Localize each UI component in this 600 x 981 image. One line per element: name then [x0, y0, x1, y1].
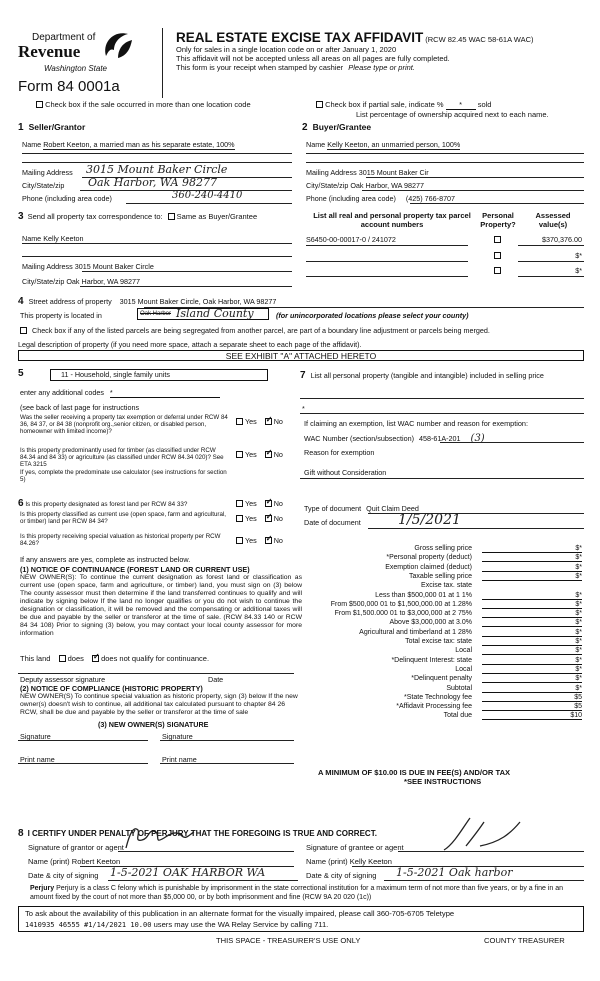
- sec6-q2-answer: Yes ✓ No: [236, 514, 283, 523]
- fee-value[interactable]: $5: [482, 703, 582, 711]
- section5-num: 5: [18, 368, 24, 379]
- grantee-sig-label: Signature of grantee or agent: [306, 843, 404, 852]
- multi-location-check[interactable]: Check box if the sale occurred in more than one location code: [36, 100, 251, 109]
- logo-revenue-text: Revenue: [18, 42, 81, 61]
- fee-label: Total excise tax: state: [405, 638, 472, 645]
- land-qualify-row: This land does ✓ does not qualify for continuance.: [20, 654, 209, 663]
- fee-label: *Delinquent Interest: state: [391, 656, 472, 664]
- fee-row: [305, 582, 582, 591]
- fee-label: *Delinquent penalty: [411, 675, 472, 683]
- grantee-signature[interactable]: [440, 816, 550, 854]
- reason-label: Reason for exemption: [304, 448, 375, 457]
- doc-date-field[interactable]: 1/5/2021: [398, 512, 461, 528]
- fee-value[interactable]: $*: [482, 629, 582, 637]
- relay-row: 1410935 46555 #1/14/2021 10.00 users may use the WA Relay Service by calling 711.: [25, 920, 329, 929]
- fee-label: Taxable selling price: [408, 572, 472, 580]
- corr-name-field[interactable]: Kelly Keeton: [43, 234, 84, 243]
- fee-label: *Personal property (deduct): [386, 554, 472, 562]
- form-title: REAL ESTATE EXCISE TAX AFFIDAVIT: [176, 30, 424, 45]
- fee-row: [305, 610, 582, 619]
- fee-row: [305, 675, 582, 684]
- located-in-row: This property is located in: [20, 311, 102, 320]
- parcel-number[interactable]: S6450-00-00017-0 / 241072: [306, 235, 396, 244]
- seller-city-label: City/State/zip: [22, 181, 65, 190]
- fee-label: Exemption claimed (deduct): [385, 563, 472, 571]
- fee-label: From $1,500.000 01 to $3,000,000 at 2 75%: [334, 610, 472, 618]
- fee-row: [305, 666, 582, 675]
- fee-label: Subtotal: [446, 684, 472, 692]
- seller-mailing-label: Mailing Address: [22, 168, 73, 177]
- sec6-q1-no-checkbox[interactable]: [265, 500, 272, 507]
- legal-description-label: Legal description of property (if you need more space, attach a separate sheet to each page of the affidavit).: [18, 340, 362, 349]
- fee-label: Agricultural and timberland at 1 28%: [359, 628, 472, 636]
- header-note-1: Only for sales in a single location code on or after January 1, 2020: [176, 45, 397, 54]
- header-note-2: This affidavit will not be accepted unless all areas on all pages are fully completed.: [176, 54, 450, 63]
- doc-type-field[interactable]: Quit Claim Deed: [366, 504, 419, 513]
- fee-label: Local: [455, 665, 472, 673]
- located-in-box[interactable]: [137, 308, 269, 320]
- sec6-q2-no-checkbox[interactable]: [265, 515, 272, 522]
- seller-heading: 1 Seller/Grantor: [18, 122, 86, 133]
- fee-label: Excise tax. state: [421, 582, 472, 590]
- fee-label: Less than $500,000 01 at 1 1%: [375, 591, 472, 599]
- sec5-q2-yes-checkbox[interactable]: [236, 451, 243, 458]
- personal-property-field[interactable]: *: [302, 404, 305, 413]
- sec6-intro: If any answers are yes, complete as instructed below.: [20, 555, 191, 564]
- form-title-ref: (RCW 82.45 WAC 58-61A WAC): [425, 35, 534, 44]
- buyer-heading: 2 Buyer/Grantee: [302, 122, 372, 133]
- grantee-date-field[interactable]: 1-5-2021 Oak harbor: [396, 866, 513, 879]
- grantor-name-row: Name (print) Robert Keeton: [28, 857, 121, 866]
- grantee-name-row: Name (print) Kelly Keeton: [306, 857, 392, 866]
- exhibit-text: SEE EXHIBIT "A" ATTACHED HERETO: [225, 351, 377, 361]
- personal-property-checkbox[interactable]: [494, 267, 501, 274]
- perjury-notice: Perjury Perjury is a class C felony which is punishable by imprisonment in the state correctional institution for a maximum term of not more than five years, or by a fine in an amount fixed by the court of not more than $5,000 00, or by both imprisonment and fine (RCW 9A 20 020 (1c)): [30, 885, 564, 901]
- doc-type-row: Type of document Quit Claim Deed: [304, 504, 419, 513]
- corr-mailing-field[interactable]: 3015 Mount Baker Circle: [74, 262, 154, 271]
- buyer-city-field[interactable]: Oak Harbor, WA 98277: [350, 181, 424, 190]
- fee-row: [305, 619, 582, 628]
- partial-note: List percentage of ownership acquired next to each name.: [356, 110, 549, 119]
- fee-value[interactable]: $*: [482, 554, 582, 562]
- sec5-q2: Is this property predominantly used for timber (as classified under RCW 84.34 and 84 33) or agriculture (as classified under RCW 84.34 020)? See ETA 3215: [20, 447, 224, 469]
- owner-signature-2[interactable]: Signature: [162, 732, 193, 741]
- fee-row: [305, 592, 582, 601]
- sec6-q3: Is this property receiving special valuation as historical property per RCW 84.26?: [20, 533, 221, 548]
- fee-value[interactable]: $*: [482, 638, 582, 646]
- fee-value[interactable]: $*: [482, 610, 582, 618]
- fee-value[interactable]: $10: [482, 712, 582, 720]
- fee-value[interactable]: $*: [482, 685, 582, 693]
- deputy-date-label: Date: [208, 675, 224, 684]
- certify-row: 8 I CERTIFY UNDER PENALTY OF PERJURY THAT THE FOREGOING IS TRUE AND CORRECT.: [18, 828, 377, 839]
- sec5-q2-no-checkbox[interactable]: [265, 451, 272, 458]
- buyer-name-field[interactable]: Kelly Keeton, an unmarried person, 100%: [327, 140, 461, 149]
- see-list-note: (see back of last page for instructions: [20, 403, 140, 412]
- fee-value[interactable]: $*: [482, 601, 582, 609]
- fee-value[interactable]: $*: [482, 573, 582, 581]
- owner-print-name-1[interactable]: Print name: [20, 755, 55, 764]
- sec6-q1-row: 6 Is this property designated as forest land per RCW 84 33?: [18, 498, 188, 509]
- assessed-value[interactable]: $*: [575, 251, 582, 260]
- logo-state-text: Washington State: [44, 64, 108, 73]
- fee-value[interactable]: $*: [482, 657, 582, 665]
- buyer-phone-field[interactable]: (425) 766-8707: [405, 194, 456, 203]
- fee-row: [305, 554, 582, 563]
- grantor-date-field[interactable]: 1-5-2021 OAK HARBOR WA: [110, 866, 266, 879]
- additional-codes-field[interactable]: *: [110, 388, 220, 398]
- fee-row: [305, 647, 582, 656]
- recording-stamp: 1410935 46555 #1/14/2021 10.00: [25, 921, 152, 929]
- seller-phone-field[interactable]: 360-240-4410: [172, 190, 243, 201]
- buyer-mailing-field[interactable]: 3015 Mount Baker Cir: [358, 168, 429, 177]
- owner-print-name-2[interactable]: Print name: [162, 755, 197, 764]
- revenue-logo: [14, 28, 144, 78]
- form-number: Form 84 0001a: [18, 78, 120, 95]
- fee-label: *State Technology fee: [404, 693, 472, 701]
- fee-row: [305, 703, 582, 712]
- fee-value[interactable]: $*: [482, 545, 582, 553]
- fee-row: [305, 564, 582, 573]
- seller-name-field[interactable]: Robert Keeton, a married man as his separate estate, 100%: [43, 140, 235, 149]
- continuance-body: NEW OWNER(S): To continue the current designation as forest land or classification as current use (open space, farm and agriculture, or timber) land, you must sign on (3) below The county assessor must then determine if the land transferred continues to qualify and will indicate by signing below If the land no longer qualifies or you do not wish to continue the designation or classification, it will be removed and the compensating or additional taxes will be due and payable by the seller or transferor at the time of sale. (RCW 84.33 140 or RCW 84 34 108) Prior to signing (3) below, you may contact your local county assessor for more information: [20, 574, 302, 637]
- seller-mailing-field[interactable]: 3015 Mount Baker Circle: [86, 163, 228, 176]
- located-note: (for unincorporated locations please select your county): [276, 311, 469, 320]
- grantor-sig-label: Signature of grantor or agent: [28, 843, 124, 852]
- sec6-q3-yes-checkbox[interactable]: [236, 537, 243, 544]
- compliance-body: NEW OWNER(S) To continue special valuation as historic property, sign (3) below If the new owner(s) doesn't wish to continue, all additional tax calculated pursuant to chapter 84 26 RCW, shall be due and payable by the seller or transferor at the time of sale: [20, 693, 298, 716]
- legal-description-box[interactable]: [18, 350, 584, 361]
- grantee-name-field[interactable]: Kelly Keeton: [349, 857, 392, 866]
- fee-value[interactable]: $*: [482, 647, 582, 655]
- same-as-buyer-checkbox[interactable]: [168, 213, 175, 220]
- buyer-name-row: Name Kelly Keeton, an unmarried person, 100%: [306, 140, 461, 149]
- use-code-box[interactable]: 11 - Household, single family units: [50, 369, 268, 381]
- assessed-value[interactable]: $*: [575, 266, 582, 275]
- exemption-label: If claiming an exemption, list WAC number and reason for exemption:: [304, 419, 529, 428]
- assessed-value[interactable]: $370,376.00: [542, 235, 582, 244]
- corr-city-field[interactable]: Oak Harbor, WA 98277: [66, 277, 140, 286]
- personal-property-checkbox[interactable]: [494, 236, 501, 243]
- parcel-row-2: [306, 251, 584, 261]
- grantee-date-label: Date & city of signing: [306, 871, 377, 880]
- parcel-row-3: [306, 266, 584, 276]
- owner-signature-1[interactable]: Signature: [20, 732, 51, 741]
- fee-label: Local: [455, 647, 472, 655]
- parcel-row-1: [306, 235, 584, 245]
- sec5-q1-yes-checkbox[interactable]: [236, 418, 243, 425]
- fee-value[interactable]: $*: [482, 666, 582, 674]
- sec5-q1-no-checkbox[interactable]: [265, 418, 272, 425]
- wac-subsection[interactable]: (3): [470, 433, 485, 444]
- treasurer-use-label: THIS SPACE - TREASURER'S USE ONLY: [216, 936, 361, 945]
- fee-value[interactable]: $*: [482, 592, 582, 600]
- fee-label: From $500,000 01 to $1,500,000.00 at 1.28%: [330, 600, 472, 608]
- revenue-swirl-icon: [100, 28, 134, 62]
- fee-value[interactable]: $*: [482, 675, 582, 683]
- header-note-3: This form is your receipt when stamped by cashier Please type or print.: [176, 63, 415, 72]
- seller-city-field[interactable]: Oak Harbor, WA 98277: [88, 176, 218, 189]
- compliance-title: (2) NOTICE OF COMPLIANCE (HISTORIC PROPERTY): [20, 684, 203, 693]
- grantor-name-field[interactable]: Robert Keeton: [71, 857, 121, 866]
- fee-row: [305, 685, 582, 694]
- fee-row: [305, 638, 582, 647]
- new-owner-sig-title: (3) NEW OWNER(S) SIGNATURE: [98, 720, 209, 729]
- sec6-q2: Is this property classified as current use (open space, farm and agricultural, or timber) land per RCW 84 34?: [20, 511, 227, 526]
- sec6-q3-answer: Yes ✓ No: [236, 536, 283, 545]
- sec5-q1-answer: Yes ✓ No: [236, 417, 283, 426]
- partial-sale-check[interactable]: Check box if partial sale, indicate % * sold: [316, 100, 491, 110]
- sec6-q1-yes-checkbox[interactable]: [236, 500, 243, 507]
- reason-field[interactable]: Gift without Consideration: [304, 468, 387, 477]
- sec6-q2-yes-checkbox[interactable]: [236, 515, 243, 522]
- fee-row: [305, 545, 582, 554]
- minimum-due-note: A MINIMUM OF $10.00 IS DUE IN FEE(S) AND/OR TAX: [318, 768, 511, 777]
- personal-property-checkbox[interactable]: [494, 252, 501, 259]
- personal-property-list-row: 7 List all personal property (tangible and intangible) included in selling price: [300, 370, 544, 381]
- personal-col-header: Personal Property?: [480, 211, 516, 229]
- correspondence-heading: 3 Send all property tax correspondence to: Same as Buyer/Grantee: [18, 211, 258, 222]
- logo-dept-text: Department of: [32, 32, 96, 43]
- grantor-date-label: Date & city of signing: [28, 871, 99, 880]
- alternate-format-box: [18, 906, 584, 932]
- land-does-not-checkbox[interactable]: [92, 655, 99, 662]
- fee-label: Above $3,000,000 at 3.0%: [389, 619, 472, 627]
- fee-row: [305, 573, 582, 582]
- property-address-field[interactable]: 3015 Mount Baker Circle, Oak Harbor, WA 98277: [119, 297, 277, 306]
- fee-row: [305, 657, 582, 666]
- assessed-col-header: Assessed value(s): [535, 211, 571, 229]
- corr-name-row: Name Kelly Keeton: [22, 234, 84, 243]
- located-county: Island County: [176, 307, 254, 320]
- corr-city-row: City/State/zip Oak Harbor, WA 98277: [22, 277, 140, 286]
- deputy-sig-label: Deputy assessor signature: [20, 675, 106, 684]
- buyer-phone-row: Phone (including area code) (425) 766-8707: [306, 194, 456, 203]
- form-title-block: [176, 30, 586, 45]
- located-struck: Oak Harbor: [140, 311, 172, 317]
- sec5-q2-answer: Yes ✓ No: [236, 450, 283, 459]
- buyer-city-row: City/State/zip Oak Harbor, WA 98277: [306, 181, 424, 190]
- fee-value[interactable]: $*: [482, 564, 582, 572]
- seller-phone-label: Phone (including area code): [22, 194, 112, 203]
- see-instructions: *SEE INSTRUCTIONS: [404, 777, 482, 786]
- sec6-q3-no-checkbox[interactable]: [265, 537, 272, 544]
- fee-row: [305, 601, 582, 610]
- fee-row: [305, 712, 582, 721]
- grantor-signature[interactable]: [120, 822, 200, 852]
- fee-value[interactable]: $5: [482, 694, 582, 702]
- corr-mailing-row: Mailing Address 3015 Mount Baker Circle: [22, 262, 154, 271]
- land-does-checkbox[interactable]: [59, 655, 66, 662]
- alternate-format-note: To ask about the availability of this publication in an alternate format for the visually impaired, please call 360-705-6705 Teletype: [25, 909, 455, 918]
- fee-label: Gross selling price: [414, 545, 472, 552]
- doc-date-label: Date of document: [304, 518, 361, 527]
- partial-percent-input[interactable]: *: [446, 100, 476, 110]
- segregated-check[interactable]: Check box if any of the listed parcels are being segregated from another parcel, are part of a boundary line adjustment or parcels being merged.: [20, 326, 490, 335]
- seller-name-row: Name Robert Keeton, a married man as his separate estate, 100%: [22, 140, 235, 149]
- partial-sale-checkbox[interactable]: [316, 101, 323, 108]
- multi-location-checkbox[interactable]: [36, 101, 43, 108]
- sec6-q1-answer: Yes ✓ No: [236, 499, 283, 508]
- sec5-q2b: If yes, complete the predominate use calculator (see instructions for section 5): [20, 469, 227, 484]
- fee-row: [305, 629, 582, 638]
- fee-row: [305, 694, 582, 703]
- parcel-col-header: List all real and personal property tax parcel account numbers: [313, 211, 471, 229]
- wac-row: WAC Number (section/subsection) 458-61A-201 (3): [304, 433, 485, 444]
- county-treasurer-label: COUNTY TREASURER: [484, 936, 565, 945]
- fee-label: *Affidavit Processing fee: [396, 703, 472, 711]
- property-address-row: 4 Street address of property 3015 Mount Baker Circle, Oak Harbor, WA 98277: [18, 296, 277, 307]
- buyer-mailing-row: Mailing Address 3015 Mount Baker Cir: [306, 168, 429, 177]
- additional-codes-row: enter any additional codes *: [20, 388, 220, 398]
- continuance-title: (1) NOTICE OF CONTINUANCE (FOREST LAND OR CURRENT USE): [20, 565, 250, 574]
- fee-label: Total due: [443, 712, 472, 720]
- fee-value[interactable]: $*: [482, 619, 582, 627]
- sec5-q1: Was the seller receiving a property tax exemption or deferral under RCW 84 36, 84 37, or 84 38 (nonprofit org.,senior citizen, or disabled person, homeowner with limited income)?: [20, 414, 228, 436]
- wac-number-field[interactable]: 458-61A-201: [418, 434, 461, 443]
- segregated-checkbox[interactable]: [20, 327, 27, 334]
